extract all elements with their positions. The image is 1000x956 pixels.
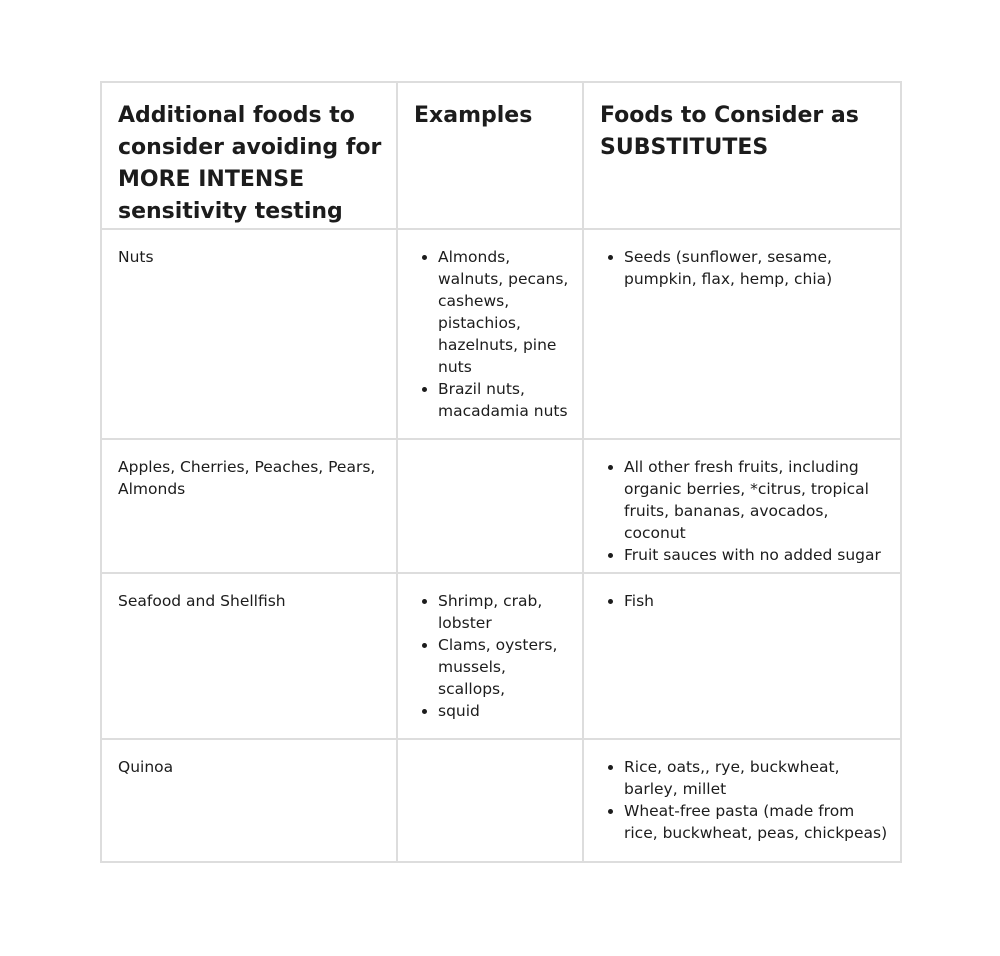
list-item: • Seeds (sunflower, sesame, pumpkin, flax, hemp, chia) [624,246,888,290]
list-item: • Almonds, walnuts, pecans, cashews, pistachios, hazelnuts, pine nuts [438,246,570,378]
list-item: • Shrimp, crab, lobster [438,590,570,634]
substitutes-cell [583,739,901,862]
substitutes-list [600,246,888,290]
list-item: • Fruit sauces with no added sugar [624,544,888,566]
list-item: • Clams, oysters, mussels, scallops, [438,634,570,700]
table-row [101,573,901,739]
substitutes-cell [583,573,901,739]
table-row [101,439,901,573]
food-sensitivity-table [100,81,902,863]
list-item: • All other fresh fruits, including organic berries, *citrus, tropical fruits, bananas, avocados, coconut [624,456,888,544]
food-cell: Seafood and Shellfish [101,573,397,739]
list-item: • Rice, oats,, rye, buckwheat, barley, millet [624,756,888,800]
examples-cell [397,229,583,439]
examples-cell [397,439,583,573]
food-cell: Nuts [101,229,397,439]
header-row [101,82,901,229]
substitutes-cell [583,439,901,573]
substitutes-list [600,456,888,566]
substitutes-list [600,590,888,612]
examples-list [414,246,570,422]
list-item: • Fish [624,590,888,612]
table-row [101,229,901,439]
list-item: • squid [438,700,570,722]
header-examples: Examples [397,82,583,229]
examples-list [414,590,570,722]
food-cell: Apples, Cherries, Peaches, Pears, Almonds [101,439,397,573]
list-item: • Brazil nuts, macadamia nuts [438,378,570,422]
list-item: • Wheat-free pasta (made from rice, buckwheat, peas, chickpeas) [624,800,888,844]
header-substitutes: Foods to Consider as SUBSTITUTES [583,82,901,229]
substitutes-cell [583,229,901,439]
examples-cell [397,739,583,862]
header-foods-to-avoid: Additional foods to consider avoiding for MORE INTENSE sensitivity testing [101,82,397,229]
food-cell: Quinoa [101,739,397,862]
examples-cell [397,573,583,739]
substitutes-list [600,756,888,844]
table-row [101,739,901,862]
